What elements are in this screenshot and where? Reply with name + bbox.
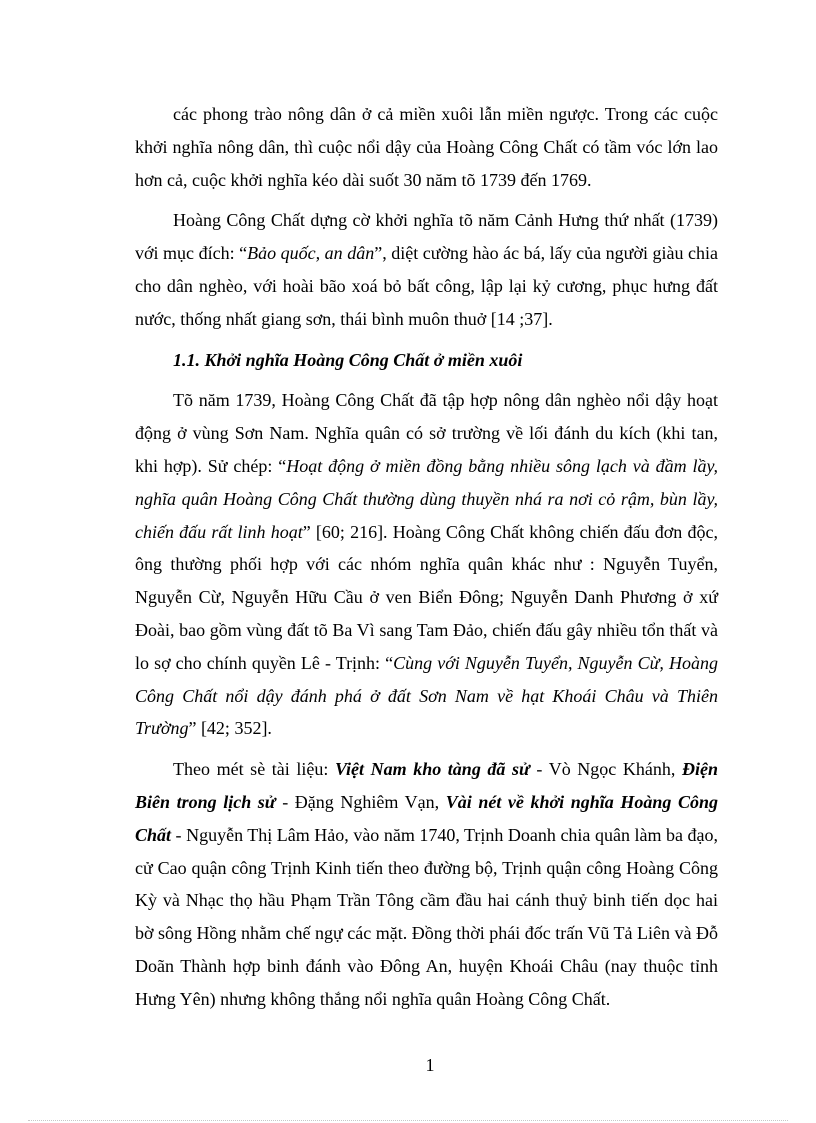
- paragraph-text: ” [60; 216]. Hoàng Công Chất không chiến đấu đơn độc, ông thường phối hợp với các nhóm nghĩa quân khác như : Nguyễn Tuyển, Nguyễn Cừ, Nguyễn Hữu Cầu ở ven Biển Đông; Nguyễn Danh Phương ở xứ Đoài, bao gồm vùng đất tõ Ba Vì sang Tam Đảo, chiến đấu gây nhiều tổn thất và lo sợ cho chính quyền Lê - Trịnh: “: [135, 521, 718, 673]
- book-title: Việt Nam kho tàng đã sử: [334, 759, 530, 780]
- paragraph-sources: [135, 753, 718, 1015]
- section-heading: 1.1. Khởi nghĩa Hoàng Công Chất ở miền xuôi: [173, 349, 523, 370]
- quote-history: Cùng với Nguyễn Tuyển, Nguyễn Cừ, Hoàng Công Chất nổi dậy đánh phá ở đất Sơn Nam về hạt Khoái Châu và Thiên Trường: [135, 652, 719, 739]
- document-page: [135, 98, 718, 1024]
- paragraph-text: ” [42; 352].: [188, 718, 272, 739]
- book-title: Vài nét về khởi nghĩa Hoàng Công Chất: [135, 791, 718, 845]
- page-bottom-divider: [28, 1120, 788, 1121]
- paragraph-text: Hoàng Công Chất dựng cờ khởi nghĩa tõ năm Cảnh Hưng thứ nhất (1739) với mục đích: “: [135, 210, 718, 264]
- quote-history: Hoạt động ở miền đồng bằng nhiều sông lạch và đầm lầy, nghĩa quân Hoàng Công Chất thường dùng thuyền nhá ra nơi cỏ rậm, bùn lầy, chiến đấu rất linh hoạt: [135, 455, 718, 542]
- paragraph-text: - Vò Ngọc Khánh,: [529, 759, 682, 780]
- paragraph-text: Theo mét sè tài liệu:: [173, 759, 335, 780]
- page-number: 1: [425, 1055, 435, 1075]
- quote-slogan: Bảo quốc, an dân: [247, 243, 375, 264]
- paragraph-lowland-activity: [135, 384, 718, 745]
- paragraph-uprising-goal: [135, 204, 718, 335]
- paragraph-text: Tõ năm 1739, Hoàng Công Chất đã tập hợp nông dân nghèo nổi dậy hoạt động ở vùng Sơn Nam. Nghĩa quân có sở trường về lối đánh du kích (khi tan, khi hợp). Sử chép: “: [135, 390, 718, 476]
- book-title: Điện Biên trong lịch sử: [135, 759, 718, 812]
- paragraph-text: ”, diệt cường hào ác bá, lấy của người giàu chia cho dân nghèo, với hoài bão xoá bỏ bất công, lập lại kỷ cương, phục hưng đất nước, thống nhất giang sơn, thái bình muôn thuở [14 ;37].: [135, 243, 719, 329]
- paragraph-text: - Đặng Nghiêm Vạn,: [275, 791, 446, 812]
- paragraph-intro: các phong trào nông dân ở cả miền xuôi lẫn miền ngược. Trong các cuộc khởi nghĩa nông dân, thì cuộc nổi dậy của Hoàng Công Chất có tầm vóc lớn lao hơn cả, cuộc khởi nghĩa kéo dài suốt 30 năm tõ 1739 đến 1769.: [135, 104, 718, 190]
- paragraph-text: - Nguyễn Thị Lâm Hảo, vào năm 1740, Trịnh Doanh chia quân làm ba đạo, cử Cao quận công Trịnh Kinh tiến theo đường bộ, Trịnh quận công Hoàng Công Kỳ và Nhạc thọ hầu Phạm Trần Tông cầm đầu hai cánh thuỷ binh tiến dọc hai bờ sông Hồng nhằm chế ngự các mặt. Đồng thời phái đốc trấn Vũ Tả Liên và Đỗ Doãn Thành hợp binh đánh vào Đông An, huyện Khoái Châu (nay thuộc tỉnh Hưng Yên) nhưng không thắng nổi nghĩa quân Hoàng Công Chất.: [135, 824, 718, 1009]
